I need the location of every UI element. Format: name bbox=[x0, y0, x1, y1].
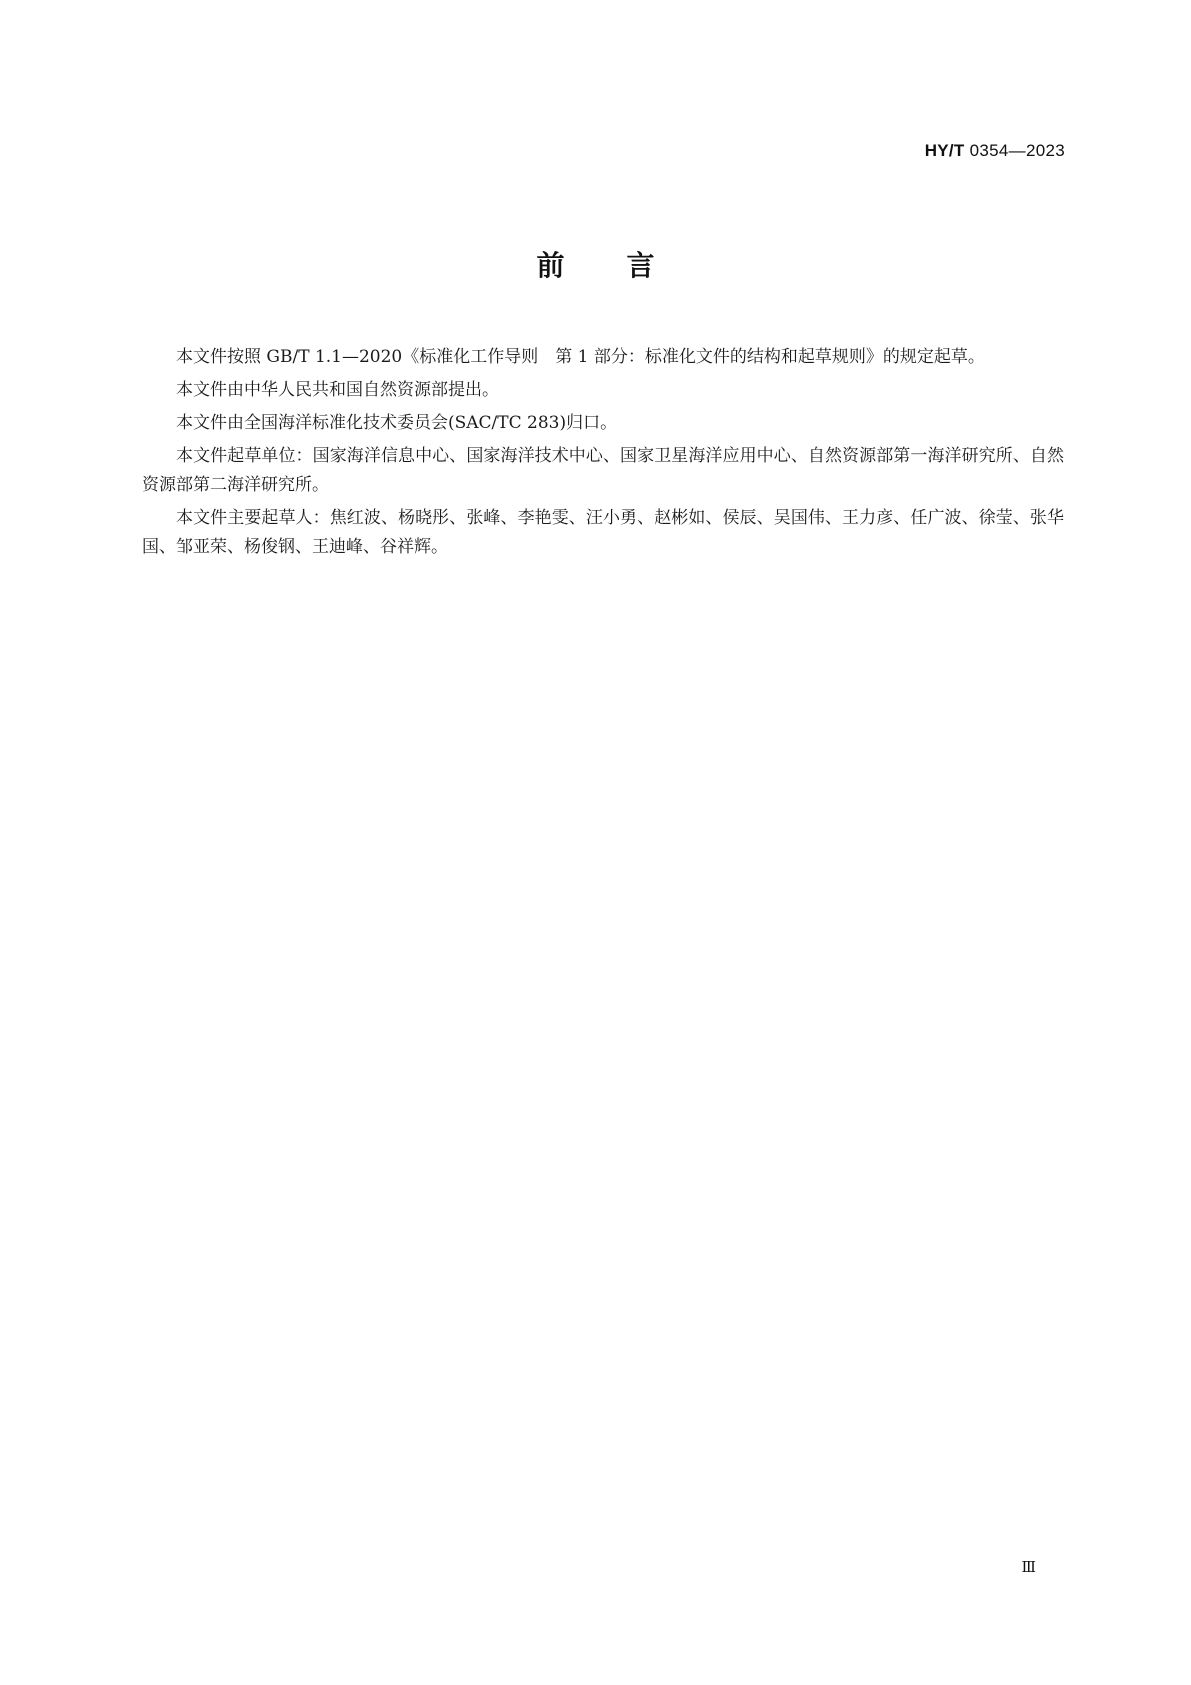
paragraph-management: 本文件由全国海洋标准化技术委员会(SAC/TC 283)归口。 bbox=[176, 413, 618, 433]
page-title: 前言 bbox=[536, 249, 717, 282]
paragraph-drafters: 本文件主要起草人：焦红波、杨晓彤、张峰、李艳雯、汪小勇、赵彬如、侯辰、吴国伟、王力彦、任广波、徐莹、张华国、邹亚荣、杨俊钢、王迪峰、谷祥辉。 bbox=[142, 508, 1064, 557]
document-code-prefix: HY/T bbox=[924, 141, 965, 160]
page-number: Ⅲ bbox=[1021, 1558, 1036, 1576]
document-code-number: 0354—2023 bbox=[969, 141, 1065, 160]
document-body bbox=[142, 343, 1064, 566]
paragraph-proposer: 本文件由中华人民共和国自然资源部提出。 bbox=[176, 380, 499, 400]
paragraph-drafting-units: 本文件起草单位：国家海洋信息中心、国家海洋技术中心、国家卫星海洋应用中心、自然资源部第一海洋研究所、自然资源部第二海洋研究所。 bbox=[142, 446, 1064, 495]
document-code bbox=[925, 141, 1065, 161]
paragraph-drafting-basis: 本文件按照 GB/T 1.1—2020《标准化工作导则 第 1 部分：标准化文件的结构和起草规则》的规定起草。 bbox=[176, 347, 985, 367]
